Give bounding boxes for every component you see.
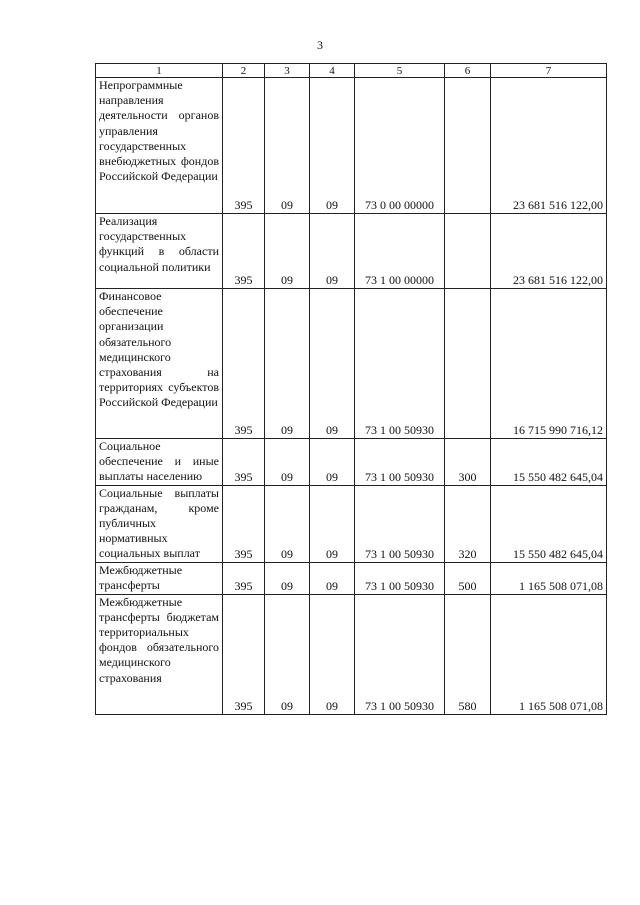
cell-section: 09 (265, 214, 310, 289)
column-header: 1 (96, 64, 223, 78)
row-name: Межбюджетные трансферты (96, 562, 223, 594)
cell-target: 73 1 00 50930 (355, 562, 445, 594)
table-row (96, 562, 607, 594)
budget-table (95, 63, 607, 715)
cell-expense-type (445, 289, 491, 439)
cell-target: 73 1 00 50930 (355, 485, 445, 562)
cell-target: 73 1 00 50930 (355, 439, 445, 486)
column-header: 2 (223, 64, 265, 78)
cell-amount: 1 165 508 071,08 (491, 562, 607, 594)
cell-amount: 15 550 482 645,04 (491, 485, 607, 562)
cell-expense-type: 300 (445, 439, 491, 486)
cell-expense-type (445, 214, 491, 289)
cell-amount: 23 681 516 122,00 (491, 78, 607, 214)
cell-section: 09 (265, 439, 310, 486)
column-header: 4 (310, 64, 355, 78)
cell-code: 395 (223, 289, 265, 439)
cell-section: 09 (265, 289, 310, 439)
cell-amount: 23 681 516 122,00 (491, 214, 607, 289)
table-row (96, 439, 607, 486)
cell-amount: 15 550 482 645,04 (491, 439, 607, 486)
table-row (96, 78, 607, 214)
cell-section: 09 (265, 562, 310, 594)
cell-subsection: 09 (310, 214, 355, 289)
cell-expense-type (445, 78, 491, 214)
cell-target: 73 1 00 50930 (355, 289, 445, 439)
cell-subsection: 09 (310, 289, 355, 439)
cell-target: 73 1 00 50930 (355, 594, 445, 714)
cell-subsection: 09 (310, 439, 355, 486)
cell-amount: 16 715 990 716,12 (491, 289, 607, 439)
row-name: Непрограммные направления деятельности органов управления государственных внебюджетных фондов Российской Федерации (96, 78, 223, 214)
column-header: 3 (265, 64, 310, 78)
column-header: 6 (445, 64, 491, 78)
cell-code: 395 (223, 562, 265, 594)
column-header: 5 (355, 64, 445, 78)
table-row (96, 594, 607, 714)
cell-section: 09 (265, 594, 310, 714)
cell-section: 09 (265, 485, 310, 562)
row-name: Финансовое обеспечение организации обязательного медицинского страхования на территориях субъектов Российской Федерации (96, 289, 223, 439)
row-name: Межбюджетные трансферты бюджетам территориальных фондов обязательного медицинского страхования (96, 594, 223, 714)
header-row (96, 64, 607, 78)
cell-target: 73 1 00 00000 (355, 214, 445, 289)
column-header: 7 (491, 64, 607, 78)
cell-expense-type: 500 (445, 562, 491, 594)
cell-code: 395 (223, 214, 265, 289)
cell-expense-type: 580 (445, 594, 491, 714)
cell-section: 09 (265, 78, 310, 214)
row-name: Реализация государственных функций в области социальной политики (96, 214, 223, 289)
row-name: Социальное обеспечение и иные выплаты населению (96, 439, 223, 486)
cell-code: 395 (223, 439, 265, 486)
table-row (96, 485, 607, 562)
cell-code: 395 (223, 78, 265, 214)
cell-target: 73 0 00 00000 (355, 78, 445, 214)
cell-subsection: 09 (310, 562, 355, 594)
table-row (96, 289, 607, 439)
table-row (96, 214, 607, 289)
cell-expense-type: 320 (445, 485, 491, 562)
cell-code: 395 (223, 594, 265, 714)
cell-subsection: 09 (310, 78, 355, 214)
cell-subsection: 09 (310, 485, 355, 562)
row-name: Социальные выплаты гражданам, кроме публичных нормативных социальных выплат (96, 485, 223, 562)
cell-code: 395 (223, 485, 265, 562)
cell-amount: 1 165 508 071,08 (491, 594, 607, 714)
cell-subsection: 09 (310, 594, 355, 714)
page-number: 3 (317, 38, 323, 52)
